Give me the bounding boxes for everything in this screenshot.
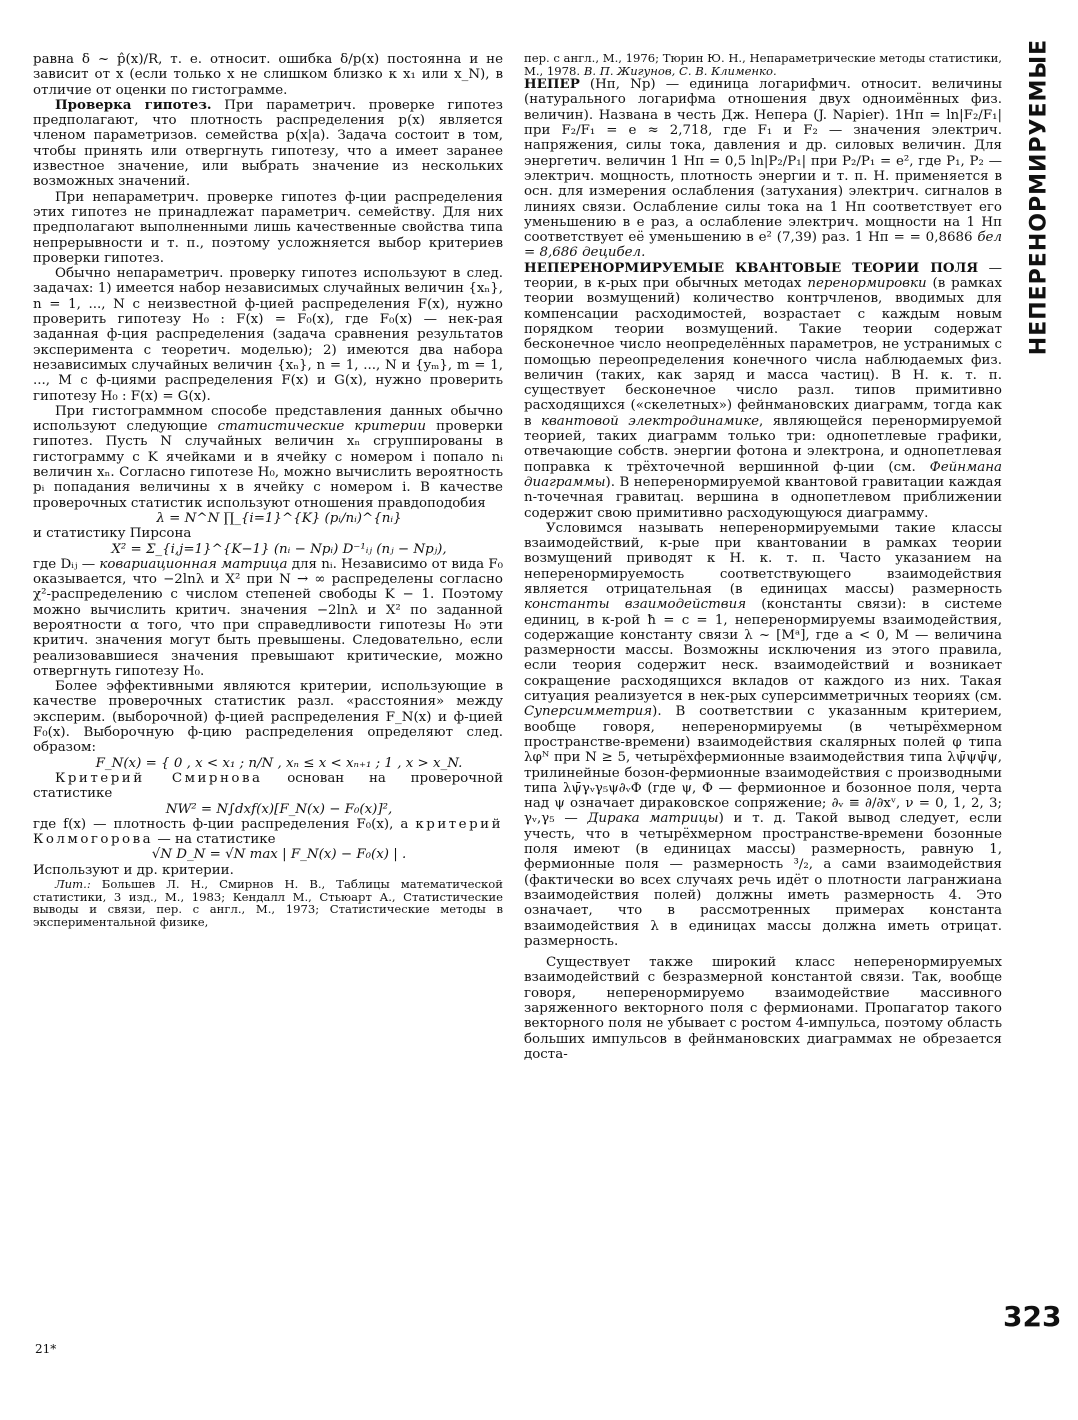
paragraph-text: ) и т. д. Такой вывод следует, если учесть, что в четырёхмерном пространстве-времени бозонные поля имеют (в единицах массы) размерность, равную 1, фермионные поля — размерность ³/₂, а сами взаимодействия (фактически во всех случаях речь идёт о плотности лагранжиана взаимодействия полей) должны иметь размерность 4. Это означает, что в рассмотренных примерах константа взаимодействия λ в единицах массы должна иметь отрицат. размерность. (524, 811, 1003, 949)
literature-label: Лит.: (55, 877, 91, 892)
term-link: бел = 8,686 децибел. (524, 230, 1002, 261)
paragraph: равна δ ~ p̂(x)/R, т. е. относит. ошибка δ/p(x) постоянна и не зависит от x (если только x не слишком близко к x₁ или x_N), в отличие от оценки по гистограмме. (33, 52, 503, 98)
entry-text: , являющейся перенормируемой теорией, таких диаграмм только три: однопетлевые графики, отвечающие собств. энергии фотона и электрона, и однопетлевая поправка к трёхточечной вершинной ф-ции (см. (524, 413, 1002, 475)
paragraph-text: где Dᵢⱼ — (33, 556, 100, 572)
paragraph-text: основан на проверочной статистике (33, 770, 504, 802)
formula-empirical-cdf: F_N(x) = { 0 , x < x₁ ; n/N , xₙ ≤ x < xₙ₊₁ ; 1 , x > x_N. (95, 755, 463, 771)
term-link: Фейнмана диаграммы (524, 459, 1002, 490)
left-column (33, 52, 503, 928)
paragraph-text: для nᵢ. Независимо от вида F₀ оказывается, что −2lnλ и X² при N → ∞ распределены согласно χ²-распределению с числом степеней свободы K − 1. Поэтому можно вычислить критич. значения −2lnλ и X² по заданной вероятности α того, что при справедливости гипотезы H₀ эти критич. значения могут быть превышены. Следовательно, если реализовавшиеся значения превышают критические, можно отвергнуть гипотезу H₀. (33, 556, 504, 679)
paragraph-text: Условимся называть неперенормируемыми такие классы взаимодействий, к-рые при квантовании в рамках теории возмущений приводят к Н. к. т. п. Часто указанием на неперенормируемость соответствующего взаимодействия является отрицательная (в единицах массы) размерность (524, 520, 1002, 597)
paragraph (33, 771, 503, 802)
paragraph-text: При параметрич. проверке гипотез предполагают, что плотность распределения p(x) является членом параметризов. семейства p(x|a). Задача состоит в том, чтобы принять или отвергнуть гипотезу, что a имеет заранее известное значение, или выбрать значение из нескольких возможных значений. (33, 97, 503, 190)
paragraph (33, 98, 503, 190)
term-link: перенормировки (807, 276, 927, 292)
entry-text: — теории, в к-рых при обычных методах (524, 260, 1002, 292)
term-link: статистические критерии (217, 419, 427, 435)
literature-text: Большев Л. Н., Смирнов Н. В., Таблицы математической статистики, 3 изд., М., 1983; Кендалл М., Стьюарт А., Статистические выводы и связи, пер. с англ., М., 1973; Статистические методы в экспериментальной физике, (33, 877, 503, 929)
entry-text: ). В неперенормируемой квантовой гравитации каждая n-точечная гравитац. вершина в однопетлевом приближении содержит свою примитивно расходующуюся диаграмму. (524, 474, 1002, 521)
term-link: Дирака матрицы (587, 811, 719, 827)
formula-likelihood: λ = N^N ∏_{i=1}^{K} (pᵢ/nᵢ)^{nᵢ} (156, 510, 402, 526)
paragraph (33, 404, 503, 511)
formula-kolmogorov: √N D_N = √N max | F_N(x) − F₀(x) | . (151, 847, 407, 863)
paragraph-text: — на статистике (153, 832, 276, 848)
paragraph (524, 521, 1002, 949)
page-number: 323 (1003, 1300, 1062, 1333)
entry-heading: НЕПЕРЕНОРМИРУЕМЫЕ КВАНТОВЫЕ ТЕОРИИ ПОЛЯ (524, 259, 979, 276)
entry-neper (524, 77, 1002, 261)
section-heading: Проверка гипотез. (55, 96, 212, 113)
literature (33, 878, 503, 928)
paragraph: и статистику Пирсона (33, 526, 192, 542)
entry-heading: НЕПЕР (524, 76, 580, 93)
paragraph-text: проверки гипотез. Пусть N случайных величин xₙ сгруппированы в гистограмму с K ячейками и в ячейку с номером i попало nᵢ величин xₙ. Согласно гипотезе H₀, можно вычислить вероятность pᵢ попадания величины x в ячейку с номером i. В качестве проверочных статистик используют отношения правдоподобия (33, 419, 503, 511)
paragraph-text: где f(x) — плотность ф-ции распределения F₀(x), а (33, 816, 416, 832)
paragraph (33, 557, 503, 679)
signature-mark: 21* (35, 1342, 57, 1356)
paragraph-text: При гистограммном способе представления данных обычно используют следующие (33, 403, 503, 435)
entry-text: (в рамках теории возмущений) количество контрчленов, вводимых для компенсации расходимостей, возрастает с каждым новым порядком теории возмущений. Такие теории содержат бесконечное число неопределённых параметров, не устранимых с помощью переопределения конечного числа наблюдаемых физ. величин (таких, как заряд и масса частиц). В Н. к. т. п. существует бесконечное число разл. типов примитивно расходящихся («скелетных») фейнмановских диаграмм, тогда как в (524, 276, 1002, 429)
paragraph: Используют и др. критерии. (33, 862, 234, 878)
criterion-name: Критерий Смирнова (55, 770, 263, 786)
paragraph-text: (константы связи): в системе единиц, в к-рой ħ = c = 1, неперенормируемы взаимодействия, содержащие константу связи λ ~ [Mᵃ], где a < 0, M — величина размерности массы. Возможны исключения из этого правила, если теория содержит неск. взаимодействий и возникает сокращение расходящихся вкладов от каждого из них. Такая ситуация реализуется в нек-рых суперсимметричных теориях (см. (524, 597, 1003, 705)
criterion-name: критерий Колмогорова (33, 816, 503, 848)
running-head: НЕПЕРЕНОРМИРУЕМЫЕ (1026, 38, 1052, 356)
literature (524, 52, 1002, 77)
term-link: константы взаимодействия (524, 597, 747, 613)
entry-nonrenormalizable (524, 261, 1002, 521)
article-authors: В. П. Жигунов, С. В. Клименко. (583, 63, 777, 78)
paragraph (33, 817, 503, 848)
paragraph: Обычно непараметрич. проверку гипотез используют в след. задачах: 1) имеется набор независимых случайных величин {xₙ}, n = 1, ..., N с неизвестной ф-цией распределения F(x), нужно проверить гипотезу H₀ : F(x) = F₀(x), где F₀(x) — нек-рая заданная ф-ция распределения (задача сравнения результатов эксперимента с теоретич. моделью); 2) имеются два набора независимых случайных величин {xₙ}, n = 1, ..., N и {yₘ}, m = 1, ..., M с ф-циями распределения F(x) и G(x), нужно проверить гипотезу H₀ : F(x) = G(x). (33, 266, 503, 404)
term-link: Суперсимметрия (524, 704, 653, 720)
formula-smirnov: NW² = N∫dxf(x)[F_N(x) − F₀(x)]², (165, 801, 393, 817)
entry-text: (Нп, Np) — единица логарифмич. относит. величины (натурального логарифма отношения двух одноимённых физ. величин). Названа в честь Дж. Непера (J. Napier). 1Нп = ln|F₂/F₁| при F₂/F₁ = e ≈ 2,718, где F₁ и F₂ — значения электрич. напряжения, силы тока, давления и др. силовых величин. Для энергетич. величин 1 Нп = 0,5 ln|P₂/P₁| при P₂/P₁ = e², где P₁, P₂ — электрич. мощность, плотность энергии и т. п. Н. применяется в осн. для измерения ослабления (затухания) электрич. сигналов в линиях связи. Ослабление силы тока на 1 Нп соответствует его уменьшению в e раз, а ослабление электрич. мощности на 1 Нп соответствует её уменьшению в e² (7,39) раз. 1 Нп = = 0,8686 (524, 77, 1002, 246)
paragraph-text: ). В соответствии с указанным критерием, вообще говоря, неперенормируемы (в четырёхмерном пространстве-времени) взаимодействия скалярных полей φ типа λφᴺ при N ≥ 5, четырёхфермионные взаимодействия типа λψ̄ψψ̄ψ, трилинейные бозон-фермионные взаимодействия с производными типа λψ̄γᵥγ₅ψ∂ᵥΦ (где ψ, Φ — фермионное и бозонное поля, черта над ψ означает дираковское сопряжение; ∂ᵥ ≡ ∂/∂xᵛ, ν = 0, 1, 2, 3; γᵥ,γ₅ — (524, 704, 1002, 827)
term-link: ковариационная матрица (99, 556, 288, 572)
literature-text: пер. с англ., М., 1976; Тюрин Ю. Н., Непараметрические методы статистики, М., 1978. (524, 51, 1002, 78)
paragraph: При непараметрич. проверке гипотез ф-ции распределения этих гипотез не принадлежат параметрич. семейству. Для них предполагают выполненными лишь качественные свойства типа непрерывности и т. п., поэтому усложняется выбор критериев проверки гипотез. (33, 189, 503, 266)
paragraph: Более эффективными являются критерии, использующие в качестве проверочных статистик разл. «расстояния» между эксперим. (выборочной) ф-цией распределения F_N(x) и ф-цией F₀(x). Выборочную ф-цию распределения определяют след. образом: (33, 679, 503, 756)
running-head-sidebar (1016, 38, 1062, 356)
term-link: квантовой электродинамике (540, 413, 760, 429)
paragraph: Существует также широкий класс неперенормируемых взаимодействий с безразмерной константой связи. Так, вообще говоря, неперенормируемо взаимодействие массивного заряженного векторного поля с фермионами. Пропагатор такого векторного поля не убывает с ростом 4-импульса, поэтому область больших импульсов в фейнмановских диаграммах не обрезается доста- (524, 955, 1002, 1062)
right-column (524, 52, 1002, 1062)
formula-pearson: X² = Σ_{i,j=1}^{K−1} (nᵢ − Npᵢ) D⁻¹ᵢⱼ (nⱼ − Npⱼ), (111, 541, 447, 557)
